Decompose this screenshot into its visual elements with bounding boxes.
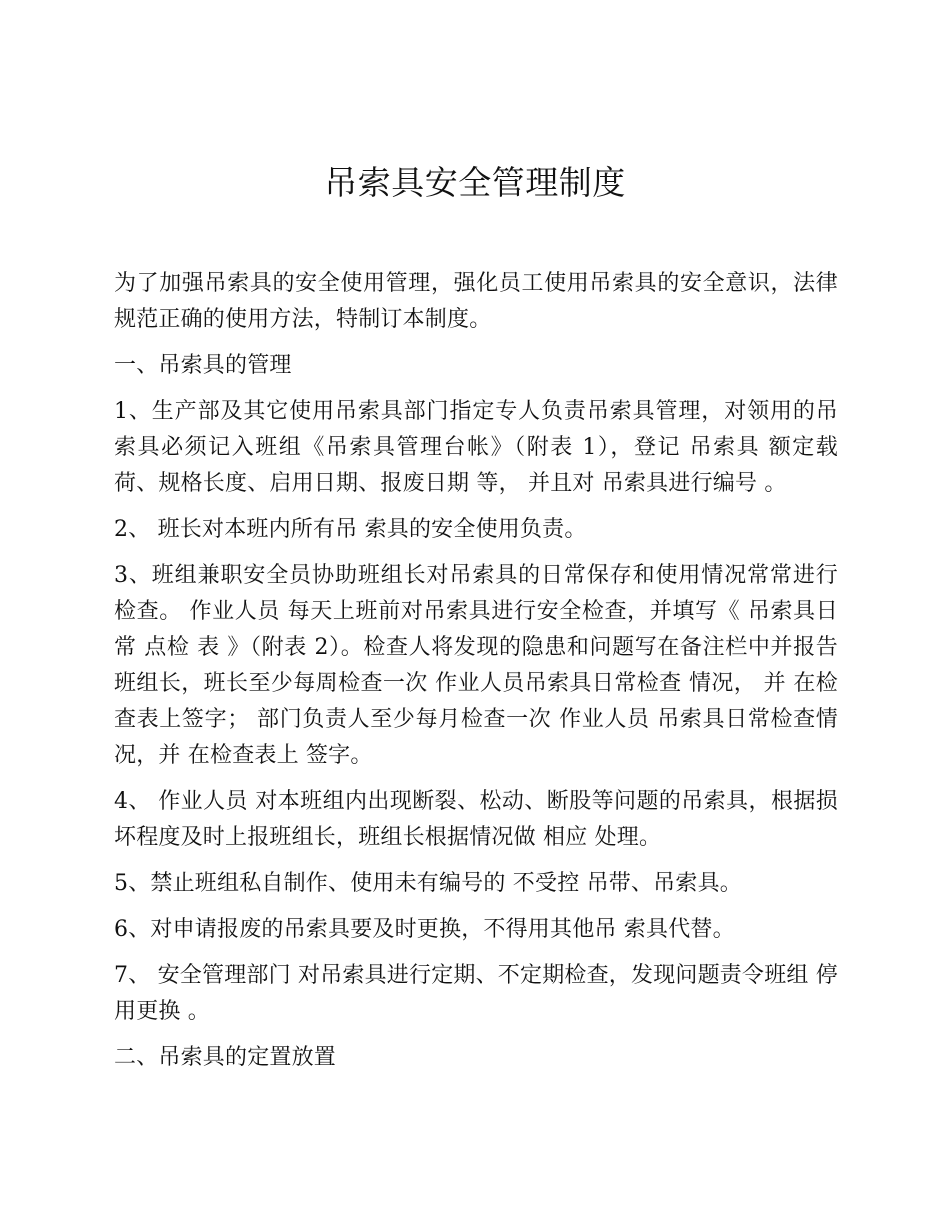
document-title: 吊索具安全管理制度 xyxy=(324,163,626,202)
clause-1: 1、生产部及其它使用吊索具部门指定专人负责吊索具管理，对领用的吊索具必须记入班组《吊索具管理台帐》（附表 1），登记 吊索具 额定载荷、规格长度、启用日期、报废日期 等， 并且对 吊索具进行编号 。 xyxy=(114,399,838,496)
clause-4: 4、 作业人员 对本班组内出现断裂、松动、断股等问题的吊索具，根据损坏程度及时上报班组长，班组长根据情况做 相应 处理。 xyxy=(114,789,838,850)
clause-5: 5、禁止班组私自制作、使用未有编号的 不受控 吊带、吊索具。 xyxy=(114,871,742,896)
clause-7: 7、 安全管理部门 对吊索具进行定期、不定期检查，发现问题责令班组 停用更换 。 xyxy=(114,963,838,1024)
clause-2: 2、 班长对本班内所有吊 索具的安全使用负责。 xyxy=(114,517,587,542)
section-heading-placement: 二、吊索具的定置放置 xyxy=(114,1045,337,1070)
section-heading-management: 一、吊索具的管理 xyxy=(114,353,292,378)
clause-6: 6、对申请报废的吊索具要及时更换，不得用其他吊 索具代替。 xyxy=(114,917,735,942)
intro-paragraph: 为了加强吊索具的安全使用管理，强化员工使用吊索具的安全意识，法律规范正确的使用方法，特制订本制度。 xyxy=(114,271,838,332)
clause-3: 3、班组兼职安全员协助班组长对吊索具的日常保存和使用情况常常进行检查。 作业人员 每天上班前对吊索具进行安全检查，并填写《 吊索具日常 点检 表 》（附表 2）。检查人将发现的隐患和问题写在备注栏中并报告班组长，班长至少每周检查一次 作业人员吊索具日常检查 情况， 并 在检查表上签字； 部门负责人至少每月检查一次 作业人员 吊索具日常检查情况，并 在检查表上 签字。 xyxy=(114,563,838,768)
document-body xyxy=(114,266,838,1086)
